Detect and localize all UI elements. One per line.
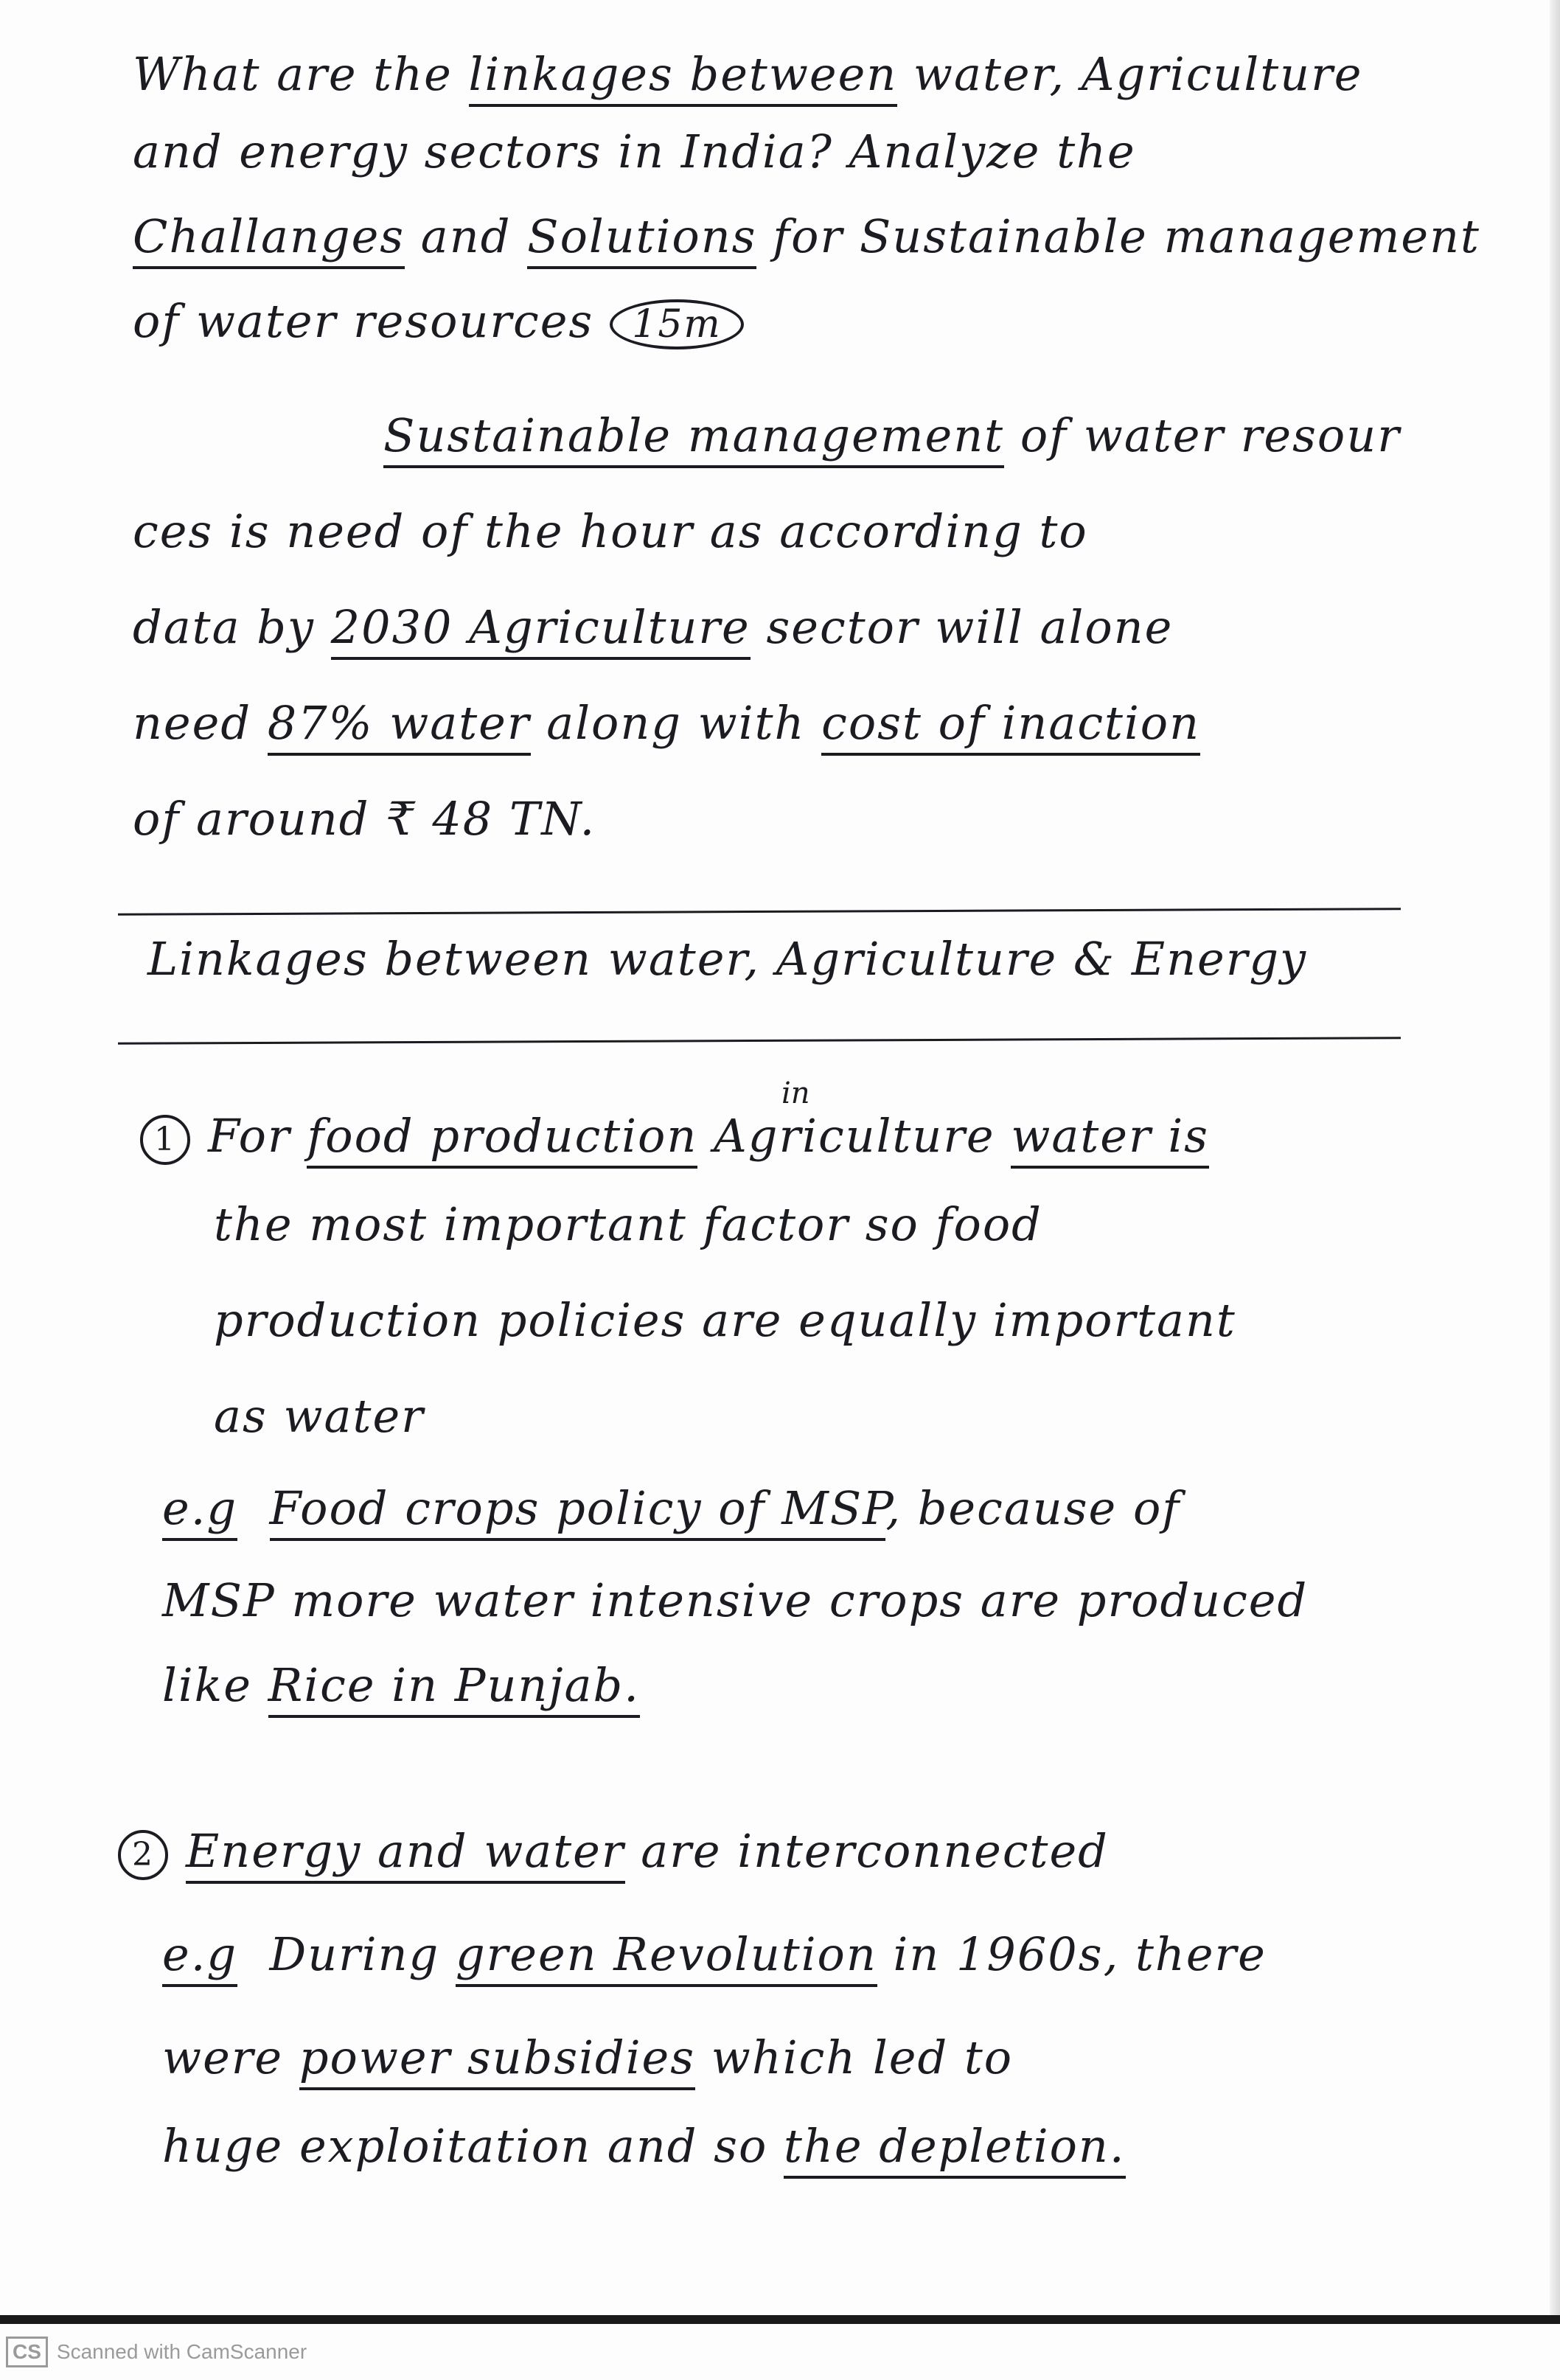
- question-line-4: of water resources 15m: [133, 299, 744, 349]
- underlined-phrase: power subsidies: [299, 2031, 695, 2090]
- question-line-3: Challanges and Solutions for Sustainable management: [133, 214, 1480, 260]
- underlined-phrase: 2030 Agriculture: [331, 600, 751, 660]
- inserted-word: in: [781, 1076, 810, 1110]
- example-label: e.g: [162, 1927, 237, 1987]
- watermark-text: Scanned with CamScanner: [56, 2340, 307, 2363]
- page-edge: [1550, 0, 1560, 2315]
- heading-rule-top: [118, 908, 1401, 916]
- intro-line-3: data by 2030 Agriculture sector will alone: [133, 605, 1173, 650]
- intro-line-5: of around ₹ 48 TN.: [133, 792, 596, 846]
- question-line-1: What are the linkages between water, Agriculture: [133, 52, 1362, 97]
- underlined-phrase: water is: [1011, 1109, 1209, 1169]
- underlined-phrase: Sustainable management: [383, 408, 1004, 468]
- underlined-phrase: Challanges: [133, 209, 405, 269]
- point2-example-line-1: e.g During green Revolution in 1960s, there: [162, 1932, 1267, 1977]
- marks-badge: 15m: [610, 299, 743, 349]
- point1-example-line-2: MSP more water intensive crops are produced: [162, 1573, 1309, 1627]
- point2-line-1: 2 Energy and water are interconnected: [118, 1829, 1109, 1880]
- scanner-watermark: [6, 2331, 307, 2373]
- point1-line-3: production policies are equally important: [214, 1293, 1236, 1347]
- section-heading: Linkages between water, Agriculture & Energy: [147, 932, 1308, 986]
- underlined-phrase: the depletion.: [784, 2119, 1126, 2179]
- underlined-phrase: cost of inaction: [821, 696, 1200, 756]
- page-bottom-edge: [0, 2315, 1560, 2324]
- underlined-phrase: food production: [307, 1109, 697, 1169]
- intro-line-2: ces is need of the hour as according to: [133, 504, 1088, 558]
- underlined-phrase: Rice in Punjab.: [268, 1658, 640, 1718]
- underlined-phrase: Food crops policy of MSP: [270, 1481, 886, 1541]
- point1-line-1: 1 For food production Agriculture water is: [140, 1113, 1209, 1165]
- underlined-phrase: linkages between: [469, 47, 898, 107]
- underlined-phrase: Energy and water: [186, 1824, 625, 1884]
- underlined-phrase: green Revolution: [456, 1927, 877, 1987]
- point-number-badge: 1: [140, 1115, 190, 1165]
- example-label: e.g: [162, 1481, 237, 1541]
- point2-example-line-3: huge exploitation and so the depletion.: [162, 2123, 1126, 2169]
- point1-example-line-1: e.g Food crops policy of MSP, because of: [162, 1486, 1180, 1531]
- intro-line-1: Sustainable management of water resour: [383, 413, 1401, 459]
- intro-line-4: need 87% water along with cost of inaction: [133, 700, 1200, 746]
- underlined-phrase: Solutions: [527, 209, 756, 269]
- point-number-badge: 2: [118, 1830, 168, 1880]
- point1-line-2: the most important factor so food: [214, 1197, 1042, 1251]
- heading-rule-bottom: [118, 1037, 1401, 1045]
- point2-example-line-2: were power subsidies which led to: [162, 2035, 1013, 2081]
- question-line-2: and energy sectors in India? Analyze the: [133, 125, 1136, 178]
- point1-line-4: as water: [214, 1389, 425, 1443]
- underlined-phrase: 87% water: [268, 696, 531, 756]
- point1-example-line-3: like Rice in Punjab.: [162, 1663, 640, 1708]
- camscanner-logo-icon: CS: [6, 2336, 48, 2367]
